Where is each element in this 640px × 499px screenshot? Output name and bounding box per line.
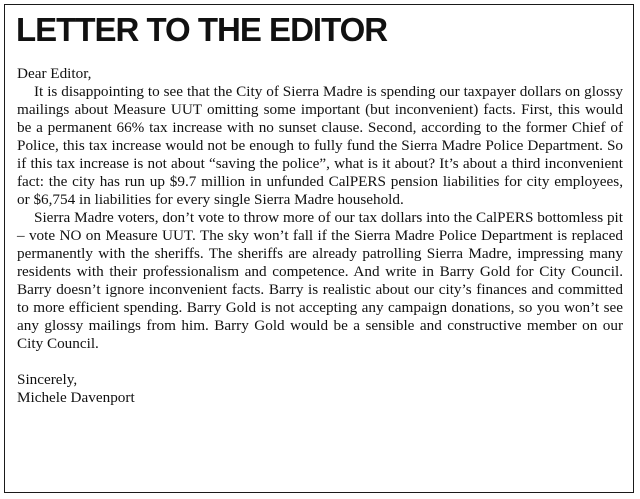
paragraph-1: It is disappointing to see that the City of Sierra Madre is spending our taxpayer dollars on glossy mailings about Measure UUT omitting some important (but inconvenient) facts. First, this would be a permanent 66% tax increase with no sunset clause. Second, according to the former Chief of Police, this tax increase would not be enough to fully fund the Sierra Madre Police Department. So if this tax increase is not about “saving the police”, what is it about? It’s about a third inconvenient fact: the city has run up $9.7 million in unfunded CalPERS pension liabilities for city employees, or $6,754 in liabilities for every single Sierra Madre household. — [17, 83, 623, 208]
headline: LETTER TO THE EDITOR — [16, 11, 388, 48]
signer-name: Michele Davenport — [17, 389, 135, 406]
salutation: Dear Editor, — [17, 65, 92, 82]
spacer — [17, 353, 623, 371]
paragraph-2: Sierra Madre voters, don’t vote to throw more of our tax dollars into the CalPERS bottomless pit – vote NO on Measure UUT. The sky won’t fall if the Sierra Madre Police Department is replaced permanently with the sheriffs. The sheriffs are already patrolling Sierra Madre, impressing many residents with their professionalism and competence. And write in Barry Gold for City Council. Barry doesn’t ignore inconvenient facts. Barry is realistic about our city’s finances and committed to more efficient spending. Barry Gold is not accepting any campaign donations, so you won’t see any glossy mailings from him. Barry Gold would be a sensible and constructive member on our City Council. — [17, 209, 623, 352]
letter-box — [4, 4, 634, 493]
closing: Sincerely, — [17, 371, 78, 388]
letter-body — [17, 65, 623, 407]
